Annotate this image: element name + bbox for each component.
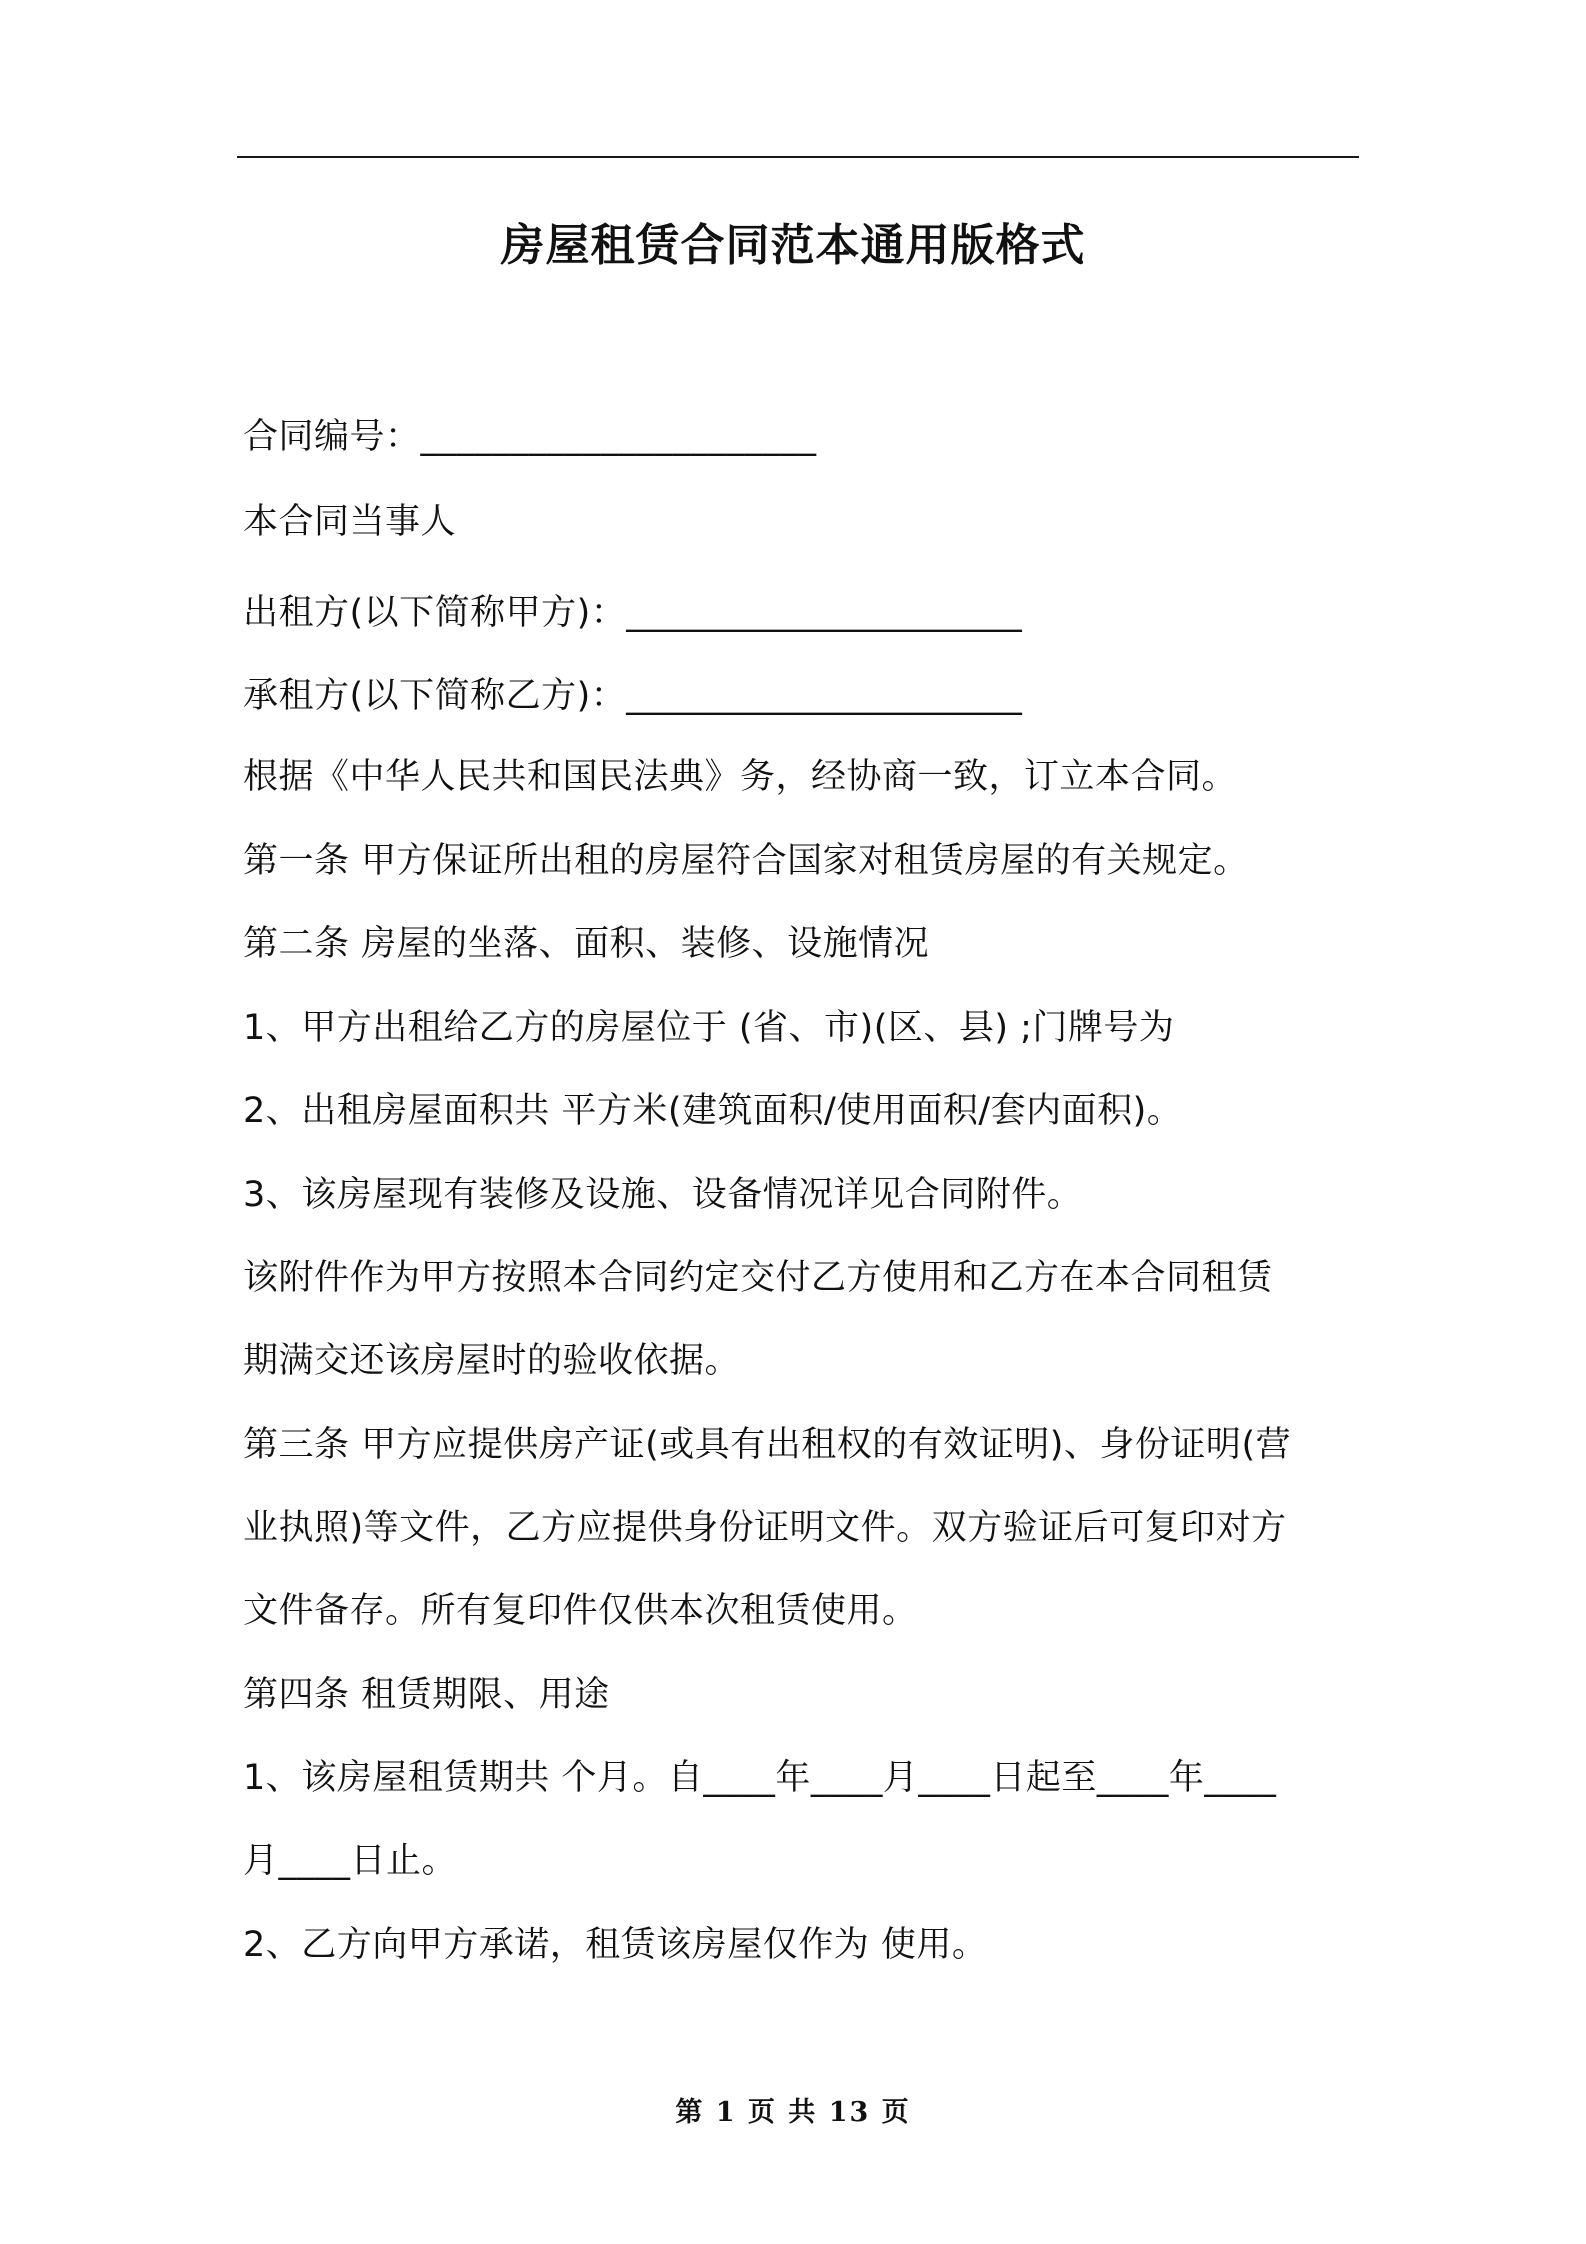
- attachment-paragraph-line-1: 该附件作为甲方按照本合同约定交付乙方使用和乙方在本合同租赁: [243, 1258, 1273, 1298]
- document-title: 房屋租赁合同范本通用版格式: [500, 220, 1086, 271]
- article-3-line-1: 第三条 甲方应提供房产证(或具有出租权的有效证明)、身份证明(营: [243, 1425, 1292, 1465]
- article-2-item-2: 2、出租房屋面积共 平方米(建筑面积/使用面积/套内面积)。: [243, 1091, 1183, 1131]
- lessee-line: 承租方(以下简称乙方)：______________________: [243, 676, 1023, 716]
- article-3-line-3: 文件备存。所有复印件仅供本次租赁使用。: [243, 1591, 918, 1631]
- article-4-item-1-line-2: 月____日止。: [243, 1841, 458, 1881]
- parties-heading: 本合同当事人: [243, 502, 457, 542]
- attachment-paragraph-line-2: 期满交还该房屋时的验收依据。: [243, 1341, 741, 1381]
- lessor-line: 出租方(以下简称甲方)：______________________: [243, 593, 1023, 633]
- header-rule: [237, 156, 1359, 158]
- article-4-heading: 第四条 租赁期限、用途: [243, 1675, 610, 1715]
- page-number-footer: 第 1 页 共 13 页: [675, 2097, 911, 2128]
- article-4-item-2: 2、乙方向甲方承诺，租赁该房屋仅作为 使用。: [243, 1925, 988, 1965]
- article-2-item-3: 3、该房屋现有装修及设施、设备情况详见合同附件。: [243, 1175, 1083, 1215]
- article-3-line-2: 业执照)等文件，乙方应提供身份证明文件。双方验证后可复印对方: [243, 1508, 1287, 1548]
- article-1: 第一条 甲方保证所出租的房屋符合国家对租赁房屋的有关规定。: [243, 841, 1249, 881]
- article-4-item-1-line-1: 1、该房屋租赁期共 个月。自____年____月____日起至____年____: [243, 1758, 1277, 1798]
- article-2-item-1: 1、甲方出租给乙方的房屋位于 (省、市)(区、县) ;门牌号为: [243, 1008, 1175, 1048]
- contract-number-line: 合同编号：______________________: [243, 417, 817, 457]
- preamble-paragraph: 根据《中华人民共和国民法典》务，经协商一致，订立本合同。: [243, 757, 1238, 797]
- article-2-heading: 第二条 房屋的坐落、面积、装修、设施情况: [243, 924, 930, 964]
